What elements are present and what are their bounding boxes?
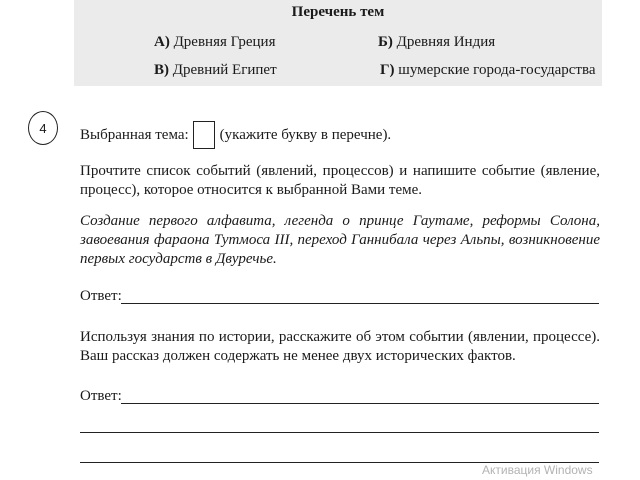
selected-topic-hint: (укажите букву в перечне). [219, 127, 392, 143]
topic-letter-v: В) [154, 62, 169, 78]
selected-topic-label: Выбранная тема: [80, 127, 189, 143]
topic-letter-g: Г) [380, 62, 395, 78]
selected-topic-row [80, 121, 391, 149]
topic-text-g: шумерские города-государства [398, 62, 596, 78]
topic-text-a: Древняя Греция [173, 34, 276, 50]
topic-letter-box[interactable] [193, 121, 215, 149]
topic-option-v [154, 62, 277, 79]
answer-label-2: Ответ: [80, 388, 122, 404]
topics-list-box [74, 0, 602, 86]
instruction-2: Используя знания по истории, расскажите об этом событии (явлении, процессе). Ваш рассказ должен содержать не менее двух исторических фактов. [80, 329, 600, 364]
topic-option-g [380, 62, 596, 79]
topic-option-a [154, 34, 275, 51]
topic-letter-a: А) [154, 34, 170, 50]
topic-letter-b: Б) [378, 34, 393, 50]
events-list: Создание первого алфавита, легенда о принце Гаутаме, реформы Солона, завоевания фараона Тутмоса III, переход Ганнибала через Альпы, возникновение первых государств в Двуречье. [80, 213, 600, 267]
answer-line-2[interactable] [121, 403, 599, 404]
topics-title: Перечень тем [291, 4, 385, 20]
answer-line-1[interactable] [121, 303, 599, 304]
topic-text-b: Древняя Индия [396, 34, 496, 50]
topic-text-v: Древний Египет [172, 62, 277, 78]
instruction-1: Прочтите список событий (явлений, процессов) и напишите событие (явление, процесс), которое относится к выбранной Вами теме. [80, 163, 600, 198]
answer-label-1: Ответ: [80, 288, 122, 304]
windows-activation-watermark: Активация Windows [482, 463, 593, 477]
topic-option-b [378, 34, 495, 51]
answer-line-3[interactable] [80, 432, 599, 433]
question-number: 4 [28, 111, 58, 145]
